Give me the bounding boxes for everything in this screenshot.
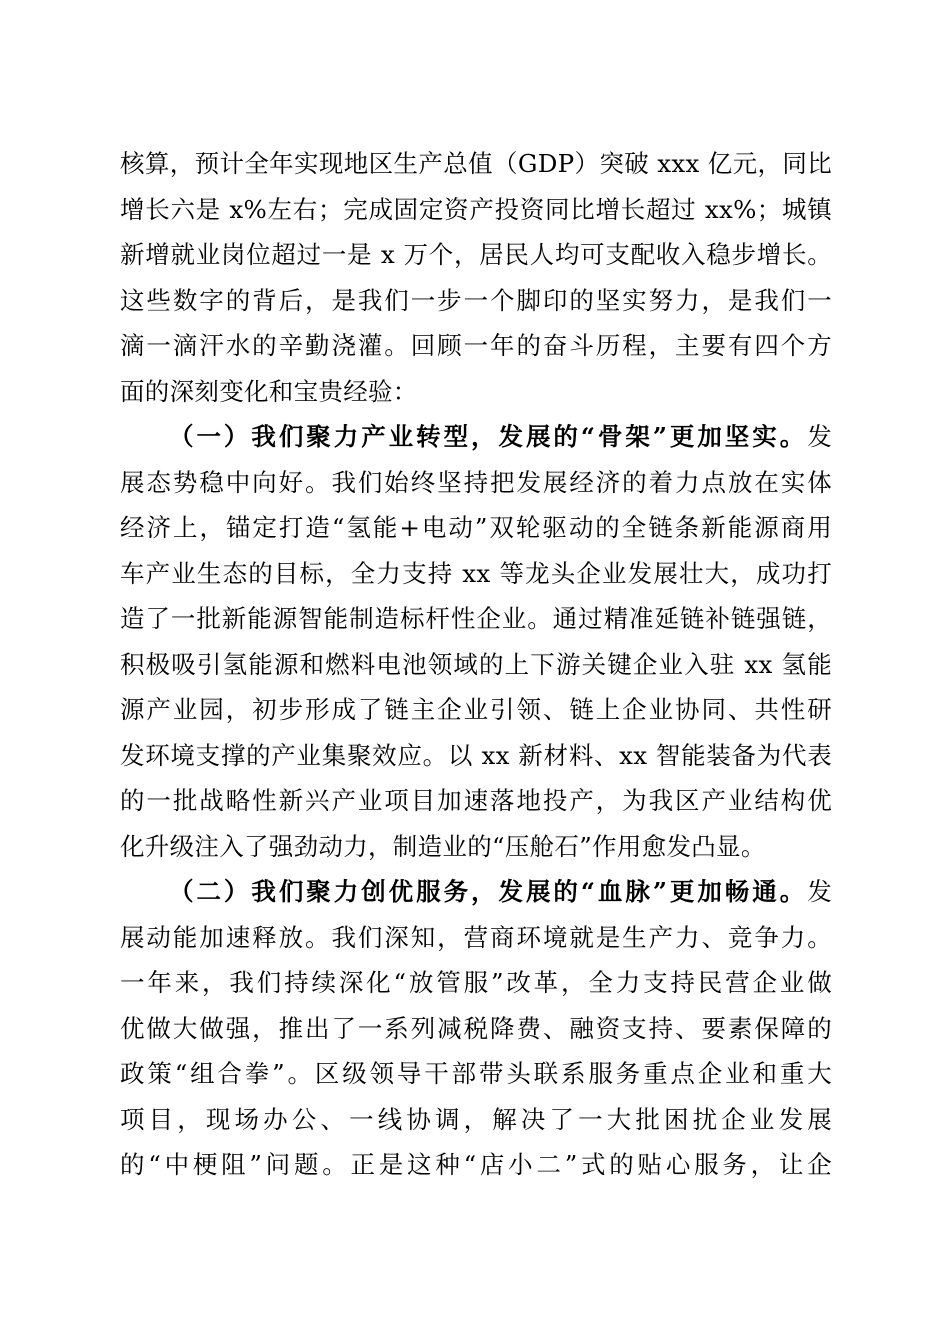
section-2-first-rest: 发 bbox=[807, 877, 832, 906]
text-line: 造了一批新能源智能制造标杆性企业。通过精准延链补链强链， bbox=[120, 604, 832, 633]
text-line: 面的深刻变化和宝贵经验： bbox=[120, 376, 418, 406]
text-line: 这些数字的背后，是我们一步一个脚印的坚实努力，是我们一 bbox=[120, 285, 832, 315]
text-line: 政策“组合拳”。区级领导干部带头联系服务重点企业和重大 bbox=[120, 1059, 832, 1088]
text-line: 化升级注入了强劲动力，制造业的“压舱石”作用愈发凸显。 bbox=[120, 831, 766, 861]
text-line: 的“中梗阻”问题。正是这种“店小二”式的贴心服务，让企 bbox=[120, 1150, 832, 1179]
text-line: 积极吸引氢能源和燃料电池领域的上下游关键企业入驻 xx 氢能 bbox=[120, 649, 832, 679]
section-1-heading: （一）我们聚力产业转型，发展的“骨架”更加坚实。 bbox=[169, 422, 808, 451]
text-line: 车产业生态的目标，全力支持 xx 等龙头企业发展壮大，成功打 bbox=[120, 558, 832, 588]
text-line: 项目，现场办公、一线协调，解决了一大批困扰企业发展 bbox=[120, 1104, 832, 1134]
text-line: 核算，预计全年实现地区生产总值（GDP）突破 xxx 亿元，同比 bbox=[120, 149, 832, 178]
text-line: 的一批战略性新兴产业项目加速落地投产，为我区产业结构优 bbox=[120, 786, 832, 815]
text-line: 一年来，我们持续深化“放管服”改革，全力支持民营企业做 bbox=[120, 968, 832, 997]
text-line: 滴一滴汗水的辛勤浇灌。回顾一年的奋斗历程，主要有四个方 bbox=[120, 331, 832, 360]
section-2-first-line bbox=[120, 869, 832, 915]
text-line: 源产业园，初步形成了链主企业引领、链上企业协同、共性研 bbox=[120, 695, 832, 724]
text-line: 展动能加速释放。我们深知，营商环境就是生产力、竞争力。 bbox=[120, 922, 832, 952]
section-2-heading: （二）我们聚力创优服务，发展的“血脉”更加畅通。 bbox=[169, 877, 808, 906]
text-line: 经济上，锚定打造“氢能+电动”双轮驱动的全链条新能源商用 bbox=[120, 513, 832, 542]
section-1-first-rest: 发 bbox=[807, 422, 832, 451]
document-body bbox=[120, 141, 832, 1188]
text-line: 新增就业岗位超过一是 x 万个，居民人均可支配收入稳步增长。 bbox=[120, 240, 832, 269]
text-line: 增长六是 x%左右；完成固定资产投资同比增长超过 xx%；城镇 bbox=[120, 194, 832, 224]
section-1-first-line bbox=[120, 414, 832, 460]
text-line: 展态势稳中向好。我们始终坚持把发展经济的着力点放在实体 bbox=[120, 467, 832, 497]
text-line: 优做大做强，推出了一系列减税降费、融资支持、要素保障的 bbox=[120, 1013, 832, 1043]
text-line: 发环境支撑的产业集聚效应。以 xx 新材料、xx 智能装备为代表 bbox=[120, 740, 832, 770]
